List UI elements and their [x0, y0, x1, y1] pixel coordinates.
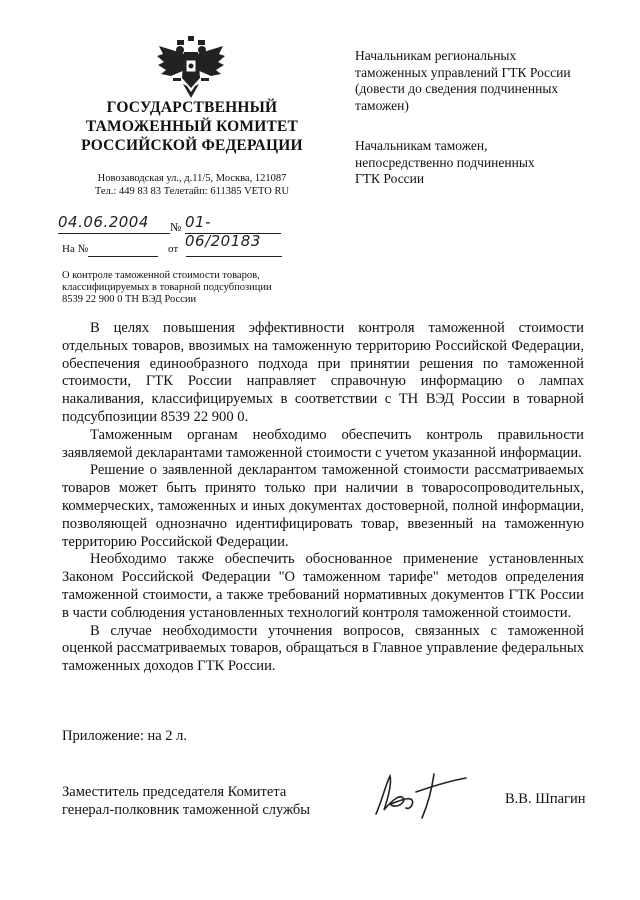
- body-paragraph: В целях повышения эффективности контроля таможенной стоимости отдельных товаров, ввозимых на таможенную территорию Российской Федерации, обеспечения единообразного подхода при принятии решения по таможенной стоимости, ГТК России направляет справочную информацию о лампах накаливания, классифицируемых в соответствии с ТН ВЭД России в товарной подсубпозиции 8539 22 900 0.: [62, 320, 584, 425]
- signatory-position: [62, 783, 310, 819]
- recipient-line: (довести до сведения подчиненных: [355, 81, 559, 96]
- handwritten-number: 01-06/20183: [185, 213, 261, 250]
- reply-to-number-line: [88, 242, 158, 257]
- subject-line: классифицируемых в товарной подсубпозиции: [62, 282, 272, 293]
- sender-contacts: Тел.: 449 83 83 Телетайп: 611385 VETO RU: [94, 186, 290, 197]
- signatory-name: В.В. Шпагин: [505, 791, 586, 807]
- subject-line: О контроле таможенной стоимости товаров,: [62, 270, 260, 281]
- coat-of-arms-emblem: [155, 34, 227, 102]
- recipient-line: непосредственно подчиненных: [355, 154, 535, 170]
- number-field: [185, 213, 281, 250]
- recipient-line: Начальникам таможен,: [355, 138, 488, 153]
- body-paragraph: Решение о заявленной декларантом таможенной стоимости рассматриваемых товаров может быть принято только при наличии в товаросопроводительных, коммерческих, таможенных и иных документах достоверной, полной информации, позволяющей однозначно идентифицировать товар, ввезенный на таможенную территорию Российской Федерации.: [62, 462, 584, 550]
- body-paragraph: В случае необходимости уточнения вопросов, связанных с таможенной оценкой рассматриваемых товаров, обращаться в Главное управление федеральных таможенных доходов ГТК России.: [62, 622, 584, 675]
- signatory-position-line: Заместитель председателя Комитета: [62, 784, 287, 800]
- reply-date-line: [186, 242, 282, 257]
- reply-to-label: На №: [62, 243, 89, 255]
- recipient-block-1: [355, 48, 625, 114]
- org-name-line-2: ТАМОЖЕННЫЙ КОМИТЕТ: [85, 118, 299, 135]
- handwritten-signature: [368, 770, 478, 820]
- subject: [62, 270, 322, 306]
- org-name-line-1: ГОСУДАРСТВЕННЫЙ: [106, 99, 278, 116]
- reply-from-label: от: [168, 243, 179, 255]
- number-sign: №: [170, 220, 182, 234]
- recipient-line: таможен): [355, 97, 409, 113]
- recipient-line: ГТК России: [355, 171, 425, 186]
- letter-body: [62, 320, 584, 676]
- date-field: [58, 213, 170, 234]
- recipient-block-2: [355, 138, 625, 188]
- handwritten-date: 04.06.2004: [58, 213, 149, 231]
- signatory-position-line: генерал-полковник таможенной службы: [62, 802, 311, 818]
- recipient-line: Начальникам региональных: [355, 48, 517, 63]
- body-paragraph: Таможенным органам необходимо обеспечить контроль правильности заявляемой декларантами таможенной стоимости с учетом указанной информации.: [62, 426, 584, 461]
- body-paragraph: Необходимо также обеспечить обоснованное применение установленных Законом Российской Федерации "О таможенном тарифе" методов определения таможенной стоимости, а также требований нормативных документов ГТК России в части соблюдения установленных технологий контроля таможенной стоимости.: [62, 551, 584, 621]
- recipient-line: таможенных управлений ГТК России: [355, 64, 571, 80]
- subject-line: 8539 22 900 0 ТН ВЭД России: [62, 294, 197, 305]
- sender-address: Новозаводская ул., д.11/5, Москва, 121087: [97, 173, 287, 184]
- org-name-line-3: РОССИЙСКОЙ ФЕДЕРАЦИИ: [81, 137, 303, 154]
- attachment-note: Приложение: на 2 л.: [62, 728, 188, 744]
